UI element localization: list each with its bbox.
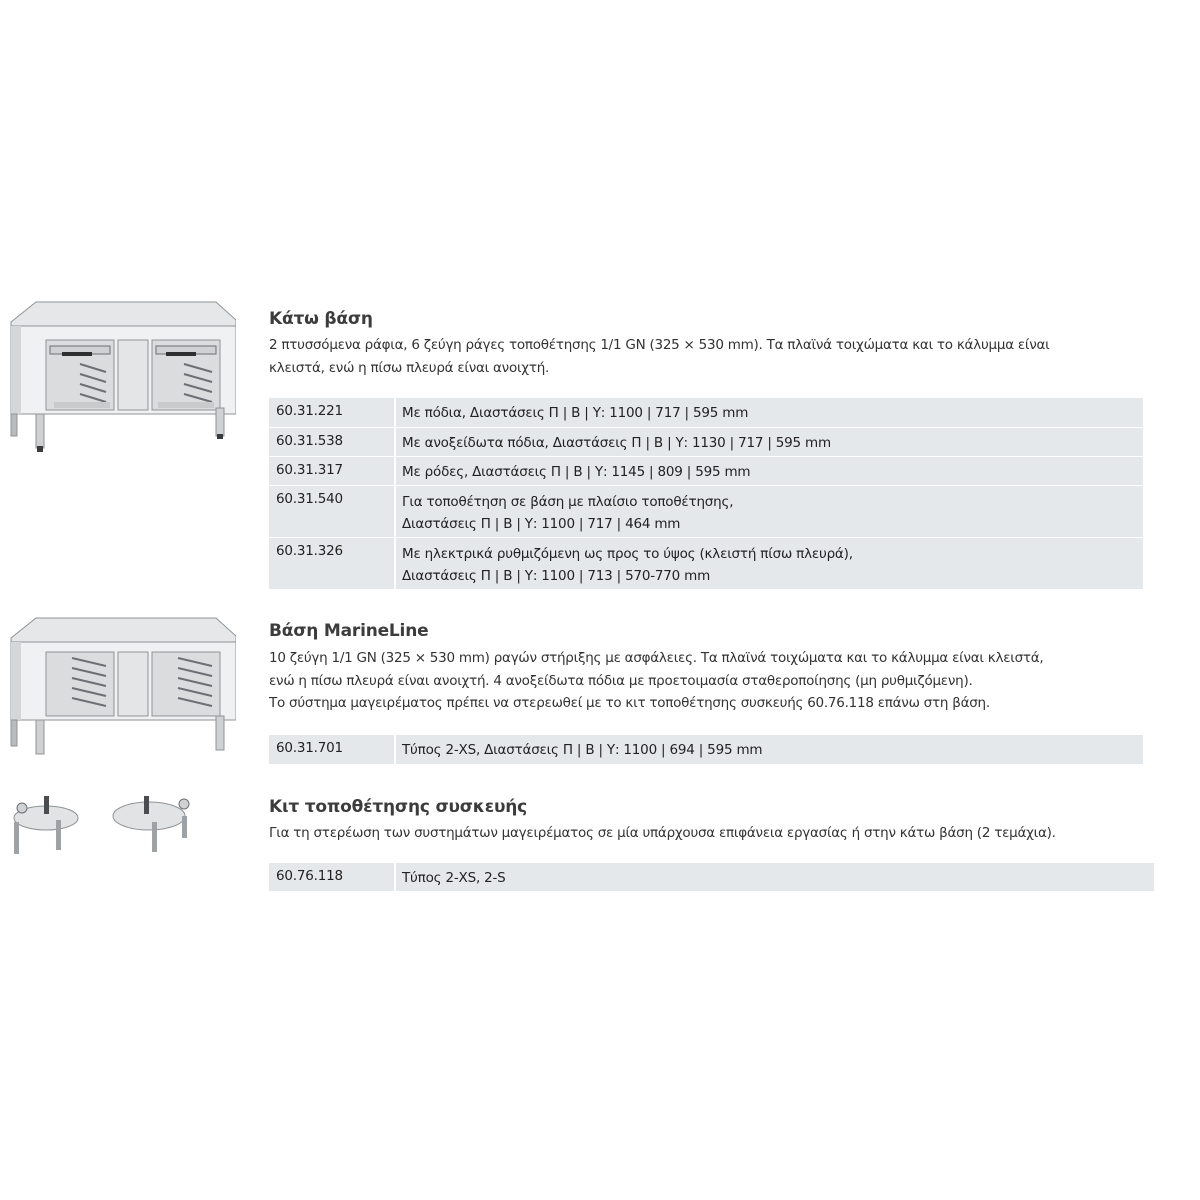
table-row xyxy=(269,485,1143,537)
product-spec: Με ηλεκτρικά ρυθμιζόμενη ως προς το ύψος (κλειστή πίσω πλευρά), Διαστάσεις Π | Β | Υ: 1100 | 713 | 570-770 mm xyxy=(402,546,853,584)
marineline-base-illustration xyxy=(6,612,236,762)
product-spec: Με πόδια, Διαστάσεις Π | Β | Υ: 1100 | 717 | 595 mm xyxy=(402,405,749,421)
base-cabinet-illustration xyxy=(6,296,236,456)
product-image-base-cabinet xyxy=(6,296,236,456)
product-spec: Με ρόδες, Διαστάσεις Π | Β | Υ: 1145 | 809 | 595 mm xyxy=(402,464,751,480)
description-line: 2 πτυσσόμενα ράφια, 6 ζεύγη ράγες τοποθέτησης 1/1 GN (325 × 530 mm). Τα πλαϊνά τοιχώματα και το κάλυμμα είναι xyxy=(269,337,1050,353)
product-code: 60.31.701 xyxy=(276,740,343,756)
product-code: 60.31.317 xyxy=(276,462,343,478)
section-description-mounting-kit xyxy=(269,822,1200,845)
description-line: κλειστά, ενώ η πίσω πλευρά είναι ανοιχτή. xyxy=(269,359,550,376)
product-code: 60.31.540 xyxy=(276,491,343,507)
table-row xyxy=(269,537,1143,589)
mounting-kit-illustration xyxy=(4,792,204,862)
description-line: ενώ η πίσω πλευρά είναι ανοιχτή. 4 ανοξείδωτα πόδια με προετοιμασία σταθεροποίησης (μη ρυθμιζόμενη). xyxy=(269,672,973,689)
table-row xyxy=(269,427,1143,456)
product-spec: Για τοποθέτηση σε βάση με πλαίσιο τοποθέτησης, Διαστάσεις Π | Β | Υ: 1100 | 717 | 464 mm xyxy=(402,494,734,532)
product-code: 60.31.221 xyxy=(276,403,343,419)
table-row xyxy=(269,862,1154,891)
description-line: Το σύστημα μαγειρέματος πρέπει να στερεωθεί με το κιτ τοποθέτησης συσκευής 60.76.118 επάνω στη βάση. xyxy=(269,695,990,711)
product-code: 60.31.326 xyxy=(276,543,343,559)
section-title-base: Κάτω βάση xyxy=(269,309,373,329)
table-row xyxy=(269,456,1143,485)
description-line: Για τη στερέωση των συστημάτων μαγειρέματος σε μία υπάρχουσα επιφάνεια εργασίας ή στην κάτω βάση (2 τεμάχια). xyxy=(269,825,1056,841)
section-description-base xyxy=(269,334,1200,379)
product-spec: Τύπος 2-XS, 2-S xyxy=(402,870,506,886)
table-row xyxy=(269,397,1143,427)
description-line: 10 ζεύγη 1/1 GN (325 × 530 mm) ραγών στήριξης με ασφάλειες. Τα πλαϊνά τοιχώματα και το κάλυμμα είναι κλειστά, xyxy=(269,650,1044,666)
product-spec: Τύπος 2-XS, Διαστάσεις Π | Β | Υ: 1100 | 694 | 595 mm xyxy=(402,742,763,758)
section-title-marineline: Βάση MarineLine xyxy=(269,621,429,641)
product-code: 60.31.538 xyxy=(276,433,343,449)
product-code: 60.76.118 xyxy=(276,868,343,884)
section-title-mounting-kit: Κιτ τοποθέτησης συσκευής xyxy=(269,797,528,817)
section-description-marineline xyxy=(269,647,1200,715)
product-image-marineline-base xyxy=(6,612,236,762)
table-row xyxy=(269,734,1143,764)
product-spec: Με ανοξείδωτα πόδια, Διαστάσεις Π | Β | Υ: 1130 | 717 | 595 mm xyxy=(402,435,831,451)
product-image-mounting-kit xyxy=(4,792,204,862)
